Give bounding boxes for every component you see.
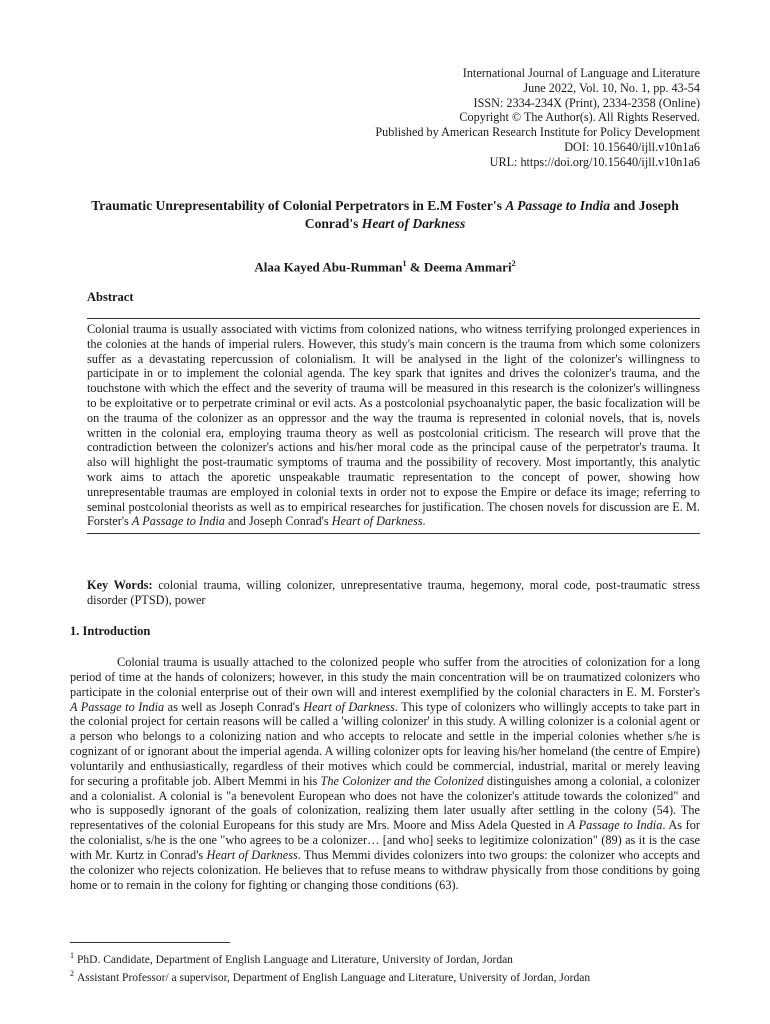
intro-italic-2: Heart of Darkness bbox=[303, 699, 395, 714]
journal-name: International Journal of Language and Literature bbox=[462, 66, 700, 80]
introduction-paragraph bbox=[70, 655, 700, 893]
footnote-2 bbox=[70, 967, 700, 985]
intro-italic-3: The Colonizer and the Colonized bbox=[320, 773, 484, 788]
footnote-1-text: PhD. Candidate, Department of English Language and Literature, University of Jordan, Jordan bbox=[77, 953, 513, 966]
abstract-mid: and Joseph Conrad's bbox=[224, 514, 332, 529]
author-2-footnote-mark: 2 bbox=[511, 259, 516, 268]
author-joiner: & bbox=[406, 259, 424, 275]
paper-title bbox=[70, 197, 700, 233]
intro-text-3: . This type of colonizers who willingly accepts to take part in the colonial project for certain reasons will be called a 'willing colonizer' in this study. A willing colonizer is a colonial agent or a person who belongs to a colonizing nation and who accepts to relocate and settle in the imperial colonies whether s/he is cognizant of or ignorant about the imperial agenda. A willing colonizer opts for leaving his/her homeland (the centre of Empire) voluntarily and enthusiastically, regardless of their motives which could be commercial, industrial, marital or merely leaving for securing a profitable job. Albert Memmi in his bbox=[70, 699, 701, 788]
author-1: Alaa Kayed Abu-Rumman bbox=[254, 259, 403, 275]
abstract-text: Colonial trauma is usually associated with victims from colonized nations, who witness terrifying prolonged experiences in the colonies at the hands of imperial rulers. However, this study's main concern is the trauma from which some colonizers suffer as a devastating repercussion of colonialism. It will be analysed in the light of the colonizer's willingness to participate in or to implement the colonial agenda. The key spark that ignites and drives the colonizer's trauma, and the touchstone with which the effect and the severity of trauma will be measured in this research is the colonizer's willingness to be exploitative or to perpetrate criminal or evil acts. As a postcolonial psychoanalytic paper, the basic focalization will be on the trauma of the colonizer as an oppressor and the way the trauma is represented in colonial novels, that is, novels written in the colonial era, employing trauma theory as well as postcolonial criticism. The research will prove that the contradiction between the colonizer's actions and his/her moral code as the principal cause of the perpetrator's trauma. It also will highlight the post-traumatic symptoms of trauma and the possibility of recovery. Most importantly, this analytic work aims to attach the aporetic unspeakable traumatic representation to the concept of power, showing how unrepresentable traumas are employed in colonial texts in order not to expose the Empire or deface its image; referring to seminal postcolonial theorists as well as to empirical researches for justification. The chosen novels for discussion are E. M. Forster's bbox=[87, 322, 700, 529]
abstract-end: . bbox=[422, 514, 426, 529]
intro-italic-4: A Passage to India bbox=[567, 818, 663, 833]
journal-header bbox=[140, 66, 700, 170]
url[interactable]: URL: https://doi.org/10.15640/ijll.v10n1a6 bbox=[489, 154, 700, 169]
abstract-italic-1: A Passage to India bbox=[131, 514, 225, 529]
footnote-1-mark: 1 bbox=[70, 951, 74, 960]
intro-italic-1: A Passage to India bbox=[70, 699, 165, 714]
intro-text-1: Colonial trauma is usually attached to the colonized people who suffer from the atrocities of colonization for a long period of time at the hands of colonizers; however, in this study the main concentration will be on traumatized colonizers who participate in the colonial enterprise out of their own will and interest exemplified by the colonial characters in E. M. Forster's bbox=[70, 655, 700, 699]
footnote-2-mark: 2 bbox=[70, 969, 74, 979]
intro-text-2: as well as Joseph Conrad's bbox=[164, 699, 304, 714]
intro-text-5: . As for the colonialist, s/he is the one "who agrees to be a colonizer… [and who] seeks to legitimize colonization" (89) as it is the case with Mr. Kurtz in Conrad's bbox=[70, 818, 700, 862]
issn: ISSN: 2334-234X (Print), 2334-2358 (Online) bbox=[473, 95, 700, 110]
title-italic-1: A Passage to India bbox=[505, 198, 611, 213]
keywords-text: colonial trauma, willing colonizer, unrepresentative trauma, hegemony, moral code, post-traumatic stress disorder (PTSD), power bbox=[87, 578, 700, 607]
intro-text-4: distinguishes among a colonial, a colonizer and a colonialist. A colonial is "a benevolent European who does not have the colonizer's attitude towards the colonized" and who is supposedly ignorant of the goals of colonization, realizing them later usually after settling in the colony (54). The representatives of the colonial Europeans for this study are Mrs. Moore and Miss Adela Quested in bbox=[70, 773, 701, 833]
intro-italic-5: Heart of Darkness bbox=[206, 847, 298, 862]
publisher: Published by American Research Institute for Policy Development bbox=[375, 125, 700, 140]
authors bbox=[70, 259, 700, 275]
footnote-1 bbox=[70, 949, 700, 967]
title-part-2: and Joseph Conrad's bbox=[304, 198, 679, 231]
footnotes bbox=[70, 949, 700, 986]
abstract-body bbox=[87, 318, 700, 534]
intro-text-6: . Thus Memmi divides colonizers into two groups: the colonizer who accepts and the colonizer who rejects colonization. He believes that to refuse means to withdraw physically from those conditions by going home or to remain in the colony for fighting or changing those conditions (63). bbox=[70, 847, 700, 892]
copyright: Copyright © The Author(s). All Rights Reserved. bbox=[459, 110, 700, 125]
author-1-footnote-mark: 1 bbox=[402, 259, 407, 268]
footnote-divider bbox=[70, 942, 230, 943]
abstract-heading: Abstract bbox=[87, 290, 134, 304]
keywords-label: Key Words: bbox=[87, 578, 153, 592]
introduction-heading: 1. Introduction bbox=[70, 624, 151, 638]
author-2: Deema Ammari bbox=[423, 259, 512, 275]
doi: DOI: 10.15640/ijll.v10n1a6 bbox=[564, 139, 700, 154]
issue-info: June 2022, Vol. 10, No. 1, pp. 43-54 bbox=[523, 80, 700, 95]
abstract-italic-2: Heart of Darkness bbox=[331, 514, 423, 529]
keywords bbox=[87, 578, 700, 608]
title-part-1: Traumatic Unrepresentability of Colonial Perpetrators in E.M Foster's bbox=[91, 198, 506, 213]
title-italic-2: Heart of Darkness bbox=[361, 216, 466, 231]
footnote-2-text: Assistant Professor/ a supervisor, Department of English Language and Literature, University of Jordan, Jordan bbox=[77, 972, 591, 985]
